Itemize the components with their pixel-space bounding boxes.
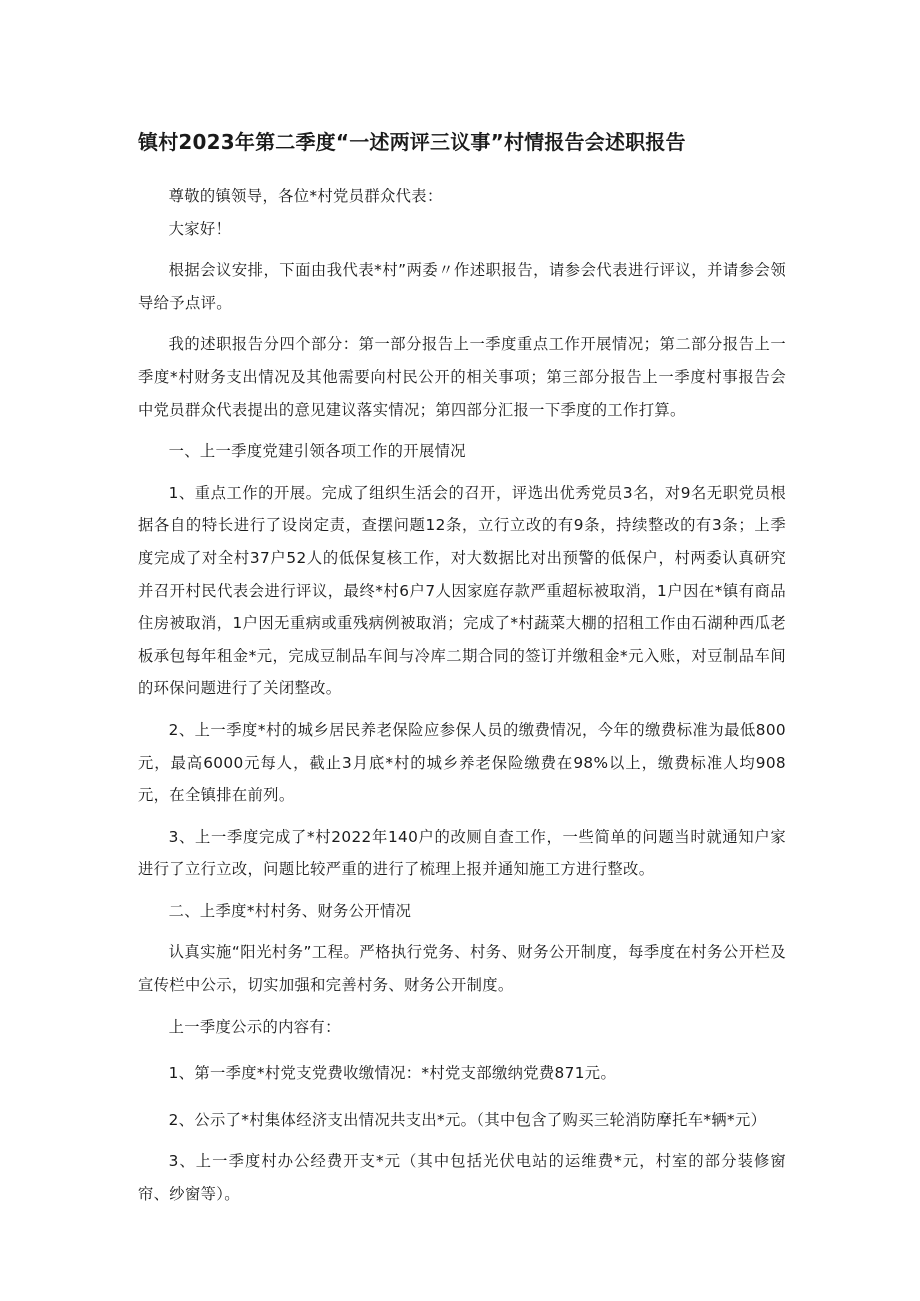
document-body bbox=[138, 180, 786, 1220]
paragraph-pension: 2、上一季度*村的城乡居民养老保险应参保人员的缴费情况，今年的缴费标准为最低800元，最高6000元每人，截止3月底*村的城乡养老保险缴费在98%以上，缴费标准人均908元，在全镇排在前列。 bbox=[138, 720, 786, 805]
list-item-office-expenses: 3、上一季度村办公经费开支*元（其中包括光伏电站的运维费*元，村室的部分装修窗帘、纱窗等）。 bbox=[138, 1152, 786, 1204]
list-item-party-dues: 1、第一季度*村党支党费收缴情况：*村党支部缴纳党费871元。 bbox=[168, 1064, 617, 1083]
paragraph-intro: 根据会议安排，下面由我代表*村”两委〃作述职报告，请参会代表进行评议，并请参会领导给予点评。 bbox=[138, 261, 786, 312]
list-item-collective-expenses: 2、公示了*村集体经济支出情况共支出*元。（其中包含了购买三轮消防摩托车*辆*元） bbox=[168, 1110, 767, 1129]
section-heading-1: 一、上一季度党建引领各项工作的开展情况 bbox=[168, 442, 466, 461]
paragraph-salutation: 尊敬的镇领导，各位*村党员群众代表： bbox=[168, 187, 443, 205]
paragraph-greeting: 大家好！ bbox=[168, 219, 232, 238]
paragraph-sunshine-affairs: 认真实施“阳光村务”工程。严格执行党务、村务、财务公开制度，每季度在村务公开栏及宣传栏中公示，切实加强和完善村务、财务公开制度。 bbox=[138, 943, 786, 995]
paragraph-disclosure-intro: 上一季度公示的内容有： bbox=[168, 1017, 341, 1036]
section-heading-2: 二、上季度*村村务、财务公开情况 bbox=[168, 901, 412, 920]
paragraph-key-work: 1、重点工作的开展。完成了组织生活会的召开，评选出优秀党员3名，对9名无职党员根据各自的特长进行了设岗定责，查摆问题12条，立行立改的有9条，持续整改的有3条；上季度完成了对全村37户52人的低保复核工作，对大数据比对出预警的低保户，村两委认真研究并召开村民代表会进行评议，最终*村6户7人因家庭存款严重超标被取消，1户因在*镇有商品住房被取消，1户因无重病或重残病例被取消；完成了*村蔬菜大棚的招租工作由石湖种西瓜老板承包每年租金*元，完成豆制品车间与冷库二期合同的签订并缴租金*元入账，对豆制品车间的环保问题进行了关闭整改。 bbox=[138, 483, 786, 698]
paragraph-toilet-renovation: 3、上一季度完成了*村2022年140户的改厕自查工作，一些简单的问题当时就通知户家进行了立行立改，问题比较严重的进行了梳理上报并通知施工方进行整改。 bbox=[138, 827, 786, 879]
paragraph-outline: 我的述职报告分四个部分：第一部分报告上一季度重点工作开展情况；第二部分报告上一季度*村财务支出情况及其他需要向村民公开的相关事项；第三部分报告上一季度村事报告会中党员群众代表提出的意见建议落实情况；第四部分汇报一下季度的工作打算。 bbox=[138, 335, 786, 419]
document-title: 镇村2023年第二季度“一述两评三议事”村情报告会述职报告 bbox=[138, 130, 686, 154]
